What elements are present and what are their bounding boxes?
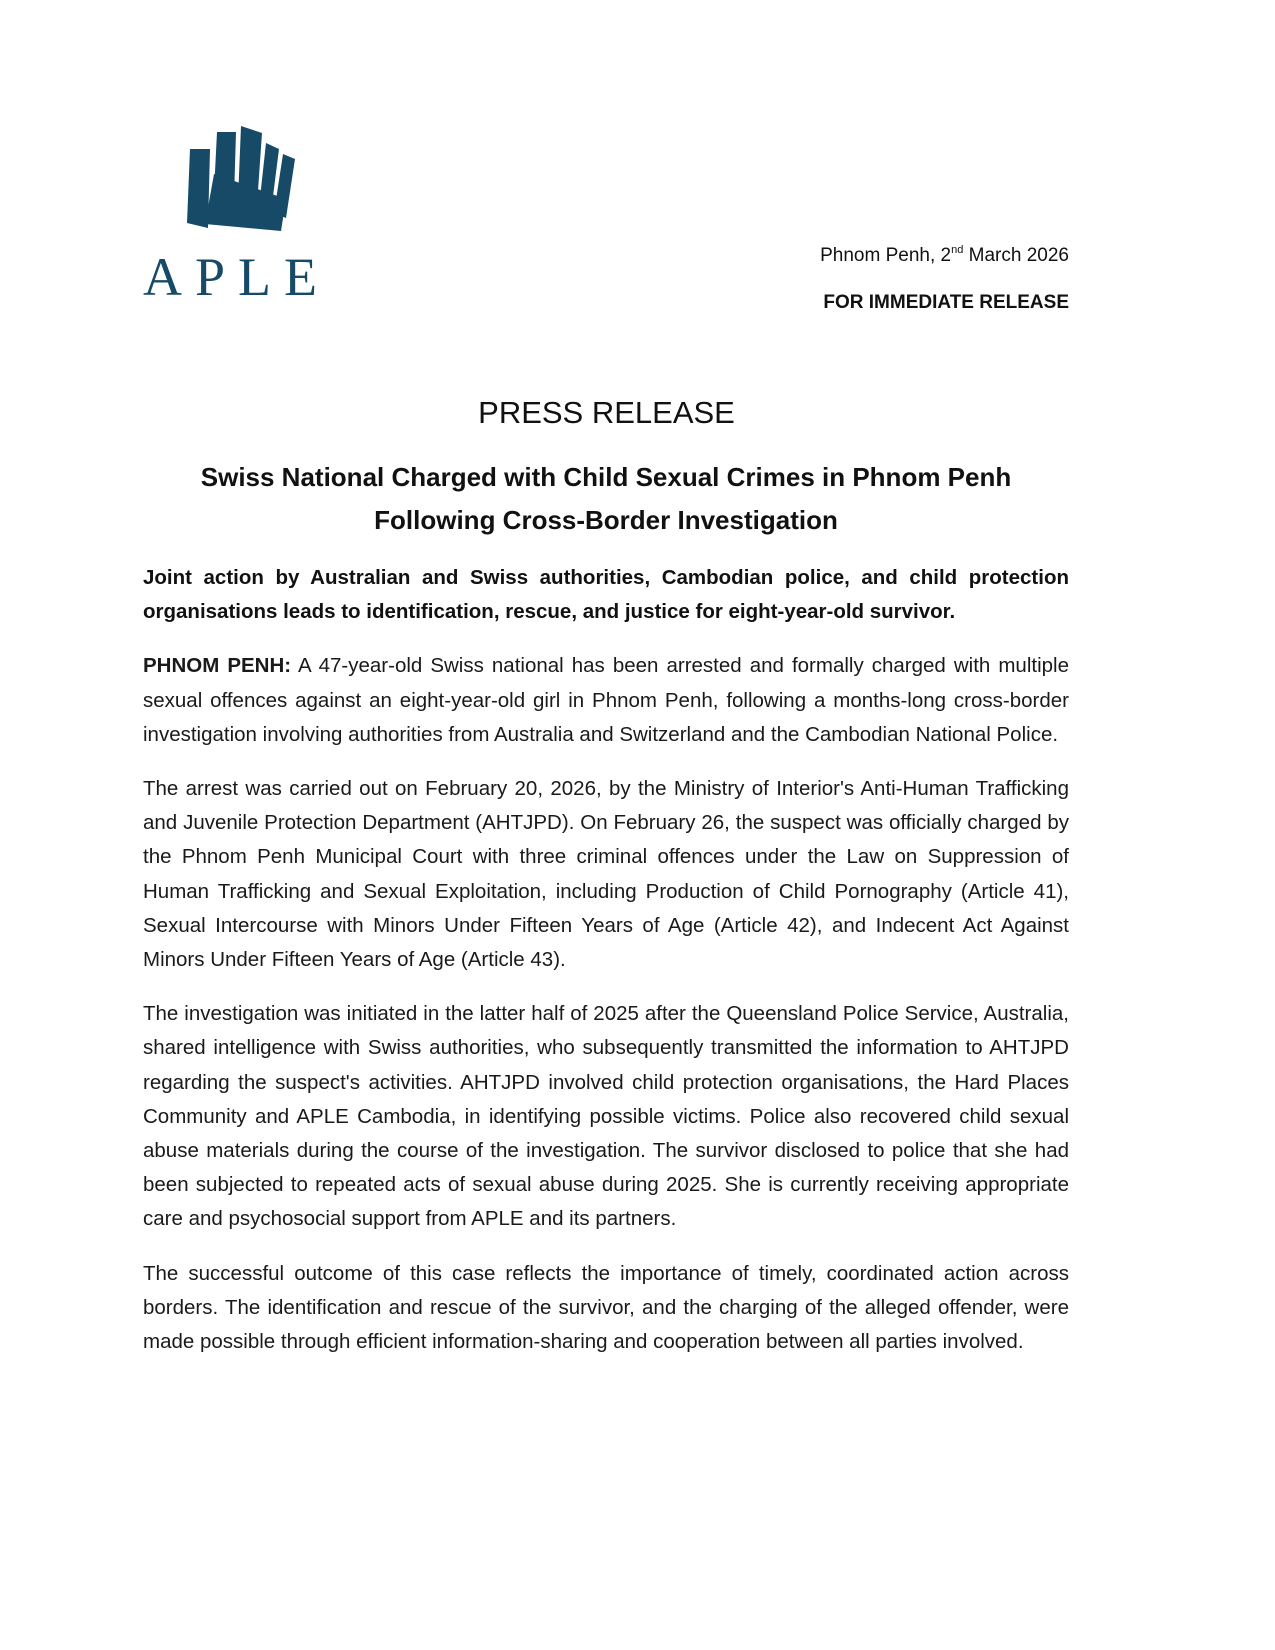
headline	[143, 456, 1069, 542]
paragraph-text: A 47-year-old Swiss national has been arrested and formally charged with multiple sexual offences against an eight-year-old girl in Phnom Penh, following a months-long cross-border investigation involving authorities from Australia and Switzerland and the Cambodian National Police.	[143, 654, 1069, 746]
dateline-place: Phnom Penh,	[820, 245, 941, 266]
raised-hand-icon	[143, 104, 333, 234]
dateline-day-suffix: nd	[951, 244, 964, 256]
lead-paragraph: Joint action by Australian and Swiss authorities, Cambodian police, and child protection organisations leads to identification, rescue, and justice for eight-year-old survivor.	[143, 566, 1069, 624]
headline-line-1: Swiss National Charged with Child Sexual Crimes in Phnom Penh	[200, 462, 1012, 492]
page-title: PRESS RELEASE	[478, 395, 735, 430]
paragraph-dateline-prefix: PHNOM PENH:	[143, 654, 292, 678]
body-paragraph: The successful outcome of this case reflects the importance of timely, coordinated action across borders. The identification and rescue of the survivor, and the charging of the alleged offender, were made possible through efficient information-sharing and cooperation between all parties involved.	[143, 1261, 1069, 1354]
dateline	[820, 245, 1069, 267]
aple-wordmark: APLE	[143, 247, 330, 307]
body-paragraph: The arrest was carried out on February 20, 2026, by the Ministry of Interior's Anti-Human Trafficking and Juvenile Protection Department (AHTJPD). On February 26, the suspect was officially charged by the Phnom Penh Municipal Court with three criminal offences under the Law on Suppression of Human Trafficking and Sexual Exploitation, including Production of Child Pornography (Article 41), Sexual Intercourse with Minors Under Fifteen Years of Age (Article 42), and Indecent Act Against Minors Under Fifteen Years of Age (Article 43).	[143, 777, 1069, 972]
press-release-body	[143, 561, 1069, 1379]
dateline-day: 2	[940, 245, 952, 266]
release-label: FOR IMMEDIATE RELEASE	[823, 292, 1069, 313]
headline-line-2: Following Cross-Border Investigation	[374, 505, 838, 535]
body-paragraph	[143, 649, 1069, 752]
body-paragraph: The investigation was initiated in the latter half of 2025 after the Queensland Police Service, Australia, shared intelligence with Swiss authorities, who subsequently transmitted the information to AHTJPD regarding the suspect's activities. AHTJPD involved child protection organisations, the Hard Places Community and APLE Cambodia, in identifying possible victims. Police also recovered child sexual abuse materials during the course of the investigation. The survivor disclosed to police that she had been subjected to repeated acts of sexual abuse during 2025. She is currently receiving appropriate care and psychosocial support from APLE and its partners.	[143, 1002, 1069, 1231]
aple-logo	[143, 104, 333, 307]
dateline-month-year: March 2026	[963, 245, 1069, 266]
